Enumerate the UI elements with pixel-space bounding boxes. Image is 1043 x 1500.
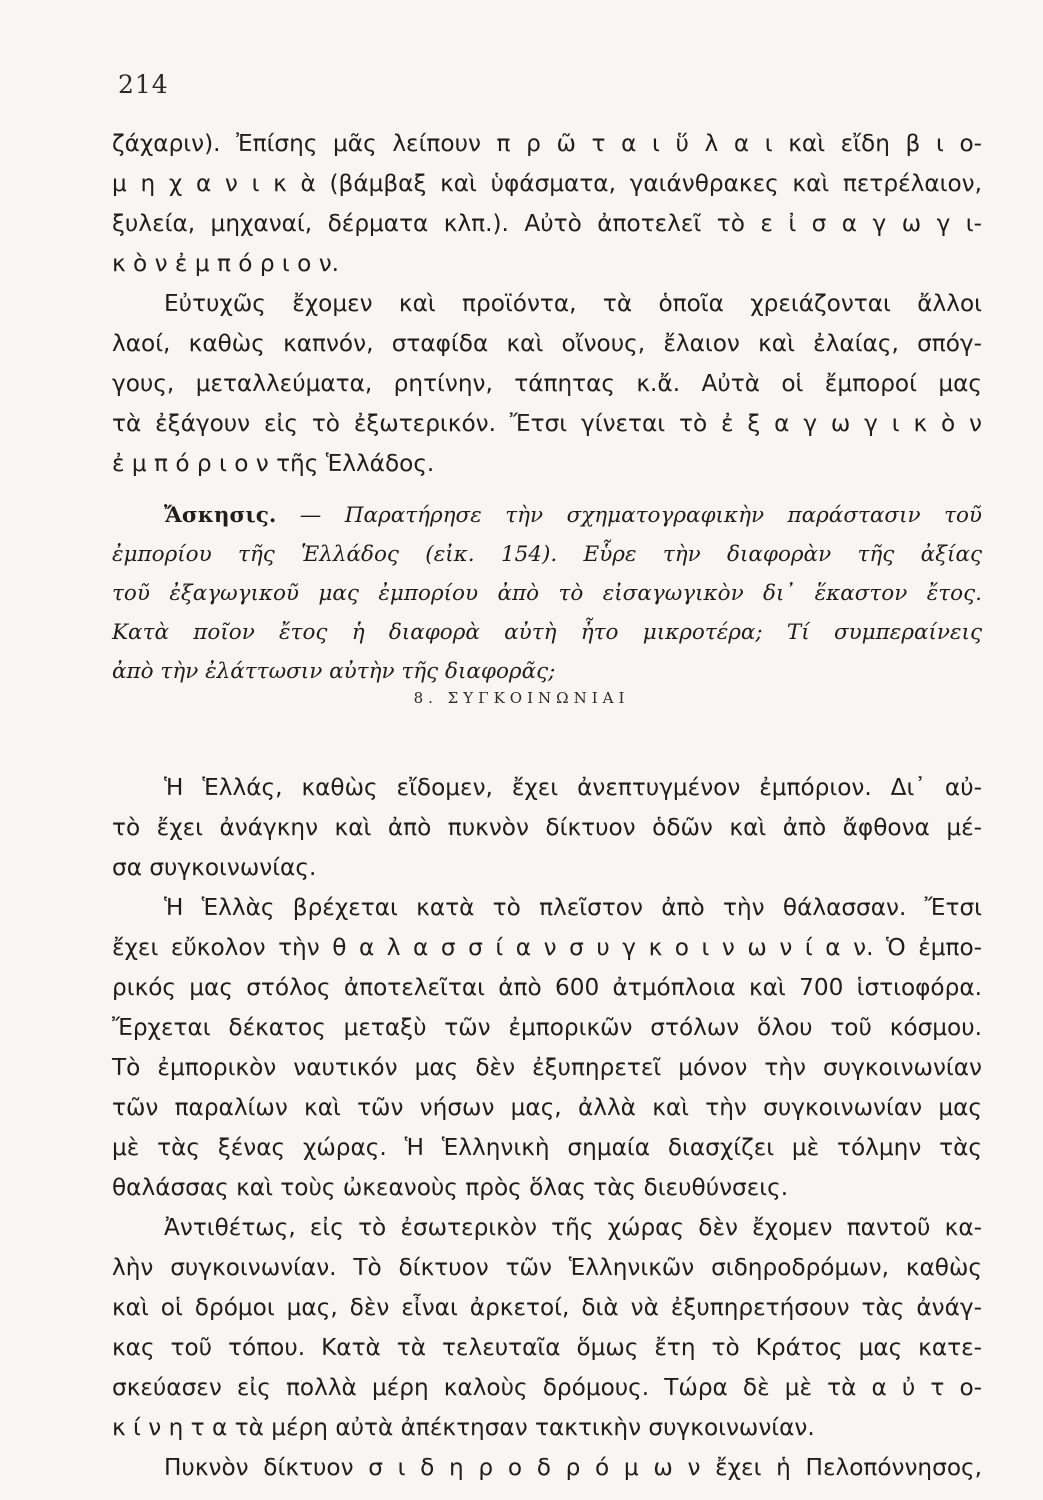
text-line: κ ὸ ν ἐ μ π ό ρ ι ο ν. — [112, 250, 340, 277]
text-line: τὸ ἔχει ἀνάγκην καὶ ἀπὸ πυκνὸν δίκτυον ὁδῶν καὶ ἀπὸ ἄφθονα μέ- — [112, 814, 982, 841]
text-line: ἐ μ π ό ρ ι ο ν τῆς Ἑλλάδος. — [112, 450, 435, 477]
page-number: 214 — [118, 70, 169, 99]
text-line: Ἔρχεται δέκατος μεταξὺ τῶν ἐμπορικῶν στόλων ὅλου τοῦ κόσμου. — [112, 1014, 982, 1041]
exercise-line: τοῦ ἐξαγωγικοῦ μας ἐμπορίου ἀπὸ τὸ εἰσαγωγικὸν δι᾽ ἕκαστον ἔτος. — [112, 581, 982, 606]
text-line: κ ί ν η τ α τὰ μέρη αὐτὰ ἀπέκτησαν τακτικὴν συγκοινωνίαν. — [112, 1414, 815, 1441]
text-line: Ἡ Ἑλλὰς βρέχεται κατὰ τὸ πλεῖστον ἀπὸ τὴν θάλασσαν. Ἔτσι — [164, 894, 982, 921]
text-line: κας τοῦ τόπου. Κατὰ τὰ τελευταῖα ὅμως ἔτη τὸ Κράτος μας κατε- — [112, 1334, 982, 1361]
text-line: Τὸ ἐμπορικὸν ναυτικόν μας δὲν ἐξυπηρετεῖ μόνον τὴν συγκοινωνίαν — [112, 1054, 982, 1081]
text-line: ἔχει εὔκολον τὴν θ α λ α σ σ ί α ν σ υ γ κ ο ι ν ω ν ί α ν. Ὁ ἐμπο- — [112, 934, 982, 961]
text-block-imports-exports — [112, 124, 982, 484]
exercise-text: — Παρατήρησε τὴν σχηματογραφικὴν παράστασιν τοῦ — [276, 503, 982, 528]
exercise-line: ἀπὸ τὴν ἐλάττωσιν αὐτὴν τῆς διαφορᾶς; — [112, 659, 556, 684]
exercise-lead: Ἄσκησις. — [164, 503, 277, 528]
text-line: τῶν παραλίων καὶ τῶν νήσων μας, ἀλλὰ καὶ τὴν συγκοινωνίαν μας — [112, 1094, 982, 1121]
text-line: Εὐτυχῶς ἔχομεν καὶ προϊόντα, τὰ ὁποῖα χρειάζονται ἄλλοι — [164, 290, 982, 317]
text-line: Ἡ Ἑλλάς, καθὼς εἴδομεν, ἔχει ἀνεπτυγμένον ἐμπόριον. Δι᾽ αὐ- — [164, 774, 982, 801]
exercise-line — [112, 496, 982, 535]
exercise-line: Κατὰ ποῖον ἔτος ἡ διαφορὰ αὐτὴ ἦτο μικροτέρα; Τί συμπεραίνεις — [112, 620, 982, 645]
text-line: ξυλεία, μηχαναί, δέρματα κλπ.). Αὐτὸ ἀποτελεῖ τὸ ε ἰ σ α γ ω γ ι- — [112, 210, 982, 237]
text-line: μ η χ α ν ι κ ὰ (βάμβαξ καὶ ὑφάσματα, γαιάνθρακες καὶ πετρέλαιον, — [112, 170, 982, 197]
text-line: Ἀντιθέτως, εἰς τὸ ἐσωτερικὸν τῆς χώρας δὲν ἔχομεν παντοῦ κα- — [164, 1214, 982, 1241]
text-line: καὶ οἱ δρόμοι μας, δὲν εἶναι ἀρκετοί, διὰ νὰ ἐξυπηρετήσουν τὰς ἀνάγ- — [112, 1294, 982, 1321]
section-heading: 8. ΣΥΓΚΟΙΝΩΝΙΑΙ — [413, 689, 630, 707]
text-line: γους, μεταλλεύματα, ρητίνην, τάπητας κ.ἄ. Αὐτὰ οἱ ἔμποροί μας — [112, 370, 982, 397]
text-line: ζάχαριν). Ἐπίσης μᾶς λείπουν π ρ ῶ τ α ι ὕ λ α ι καὶ εἴδη β ι ο- — [112, 130, 982, 157]
text-line: μὲ τὰς ξένας χώρας. Ἡ Ἑλληνικὴ σημαία διασχίζει μὲ τόλμην τὰς — [112, 1134, 982, 1161]
text-line: λὴν συγκοινωνίαν. Τὸ δίκτυον τῶν Ἑλληνικῶν σιδηροδρόμων, καθὼς — [112, 1254, 982, 1281]
text-line: Πυκνὸν δίκτυον σ ι δ η ρ ο δ ρ ό μ ω ν ἔχει ἡ Πελοπόννησος, — [164, 1454, 982, 1481]
text-line: θαλάσσας καὶ τοὺς ὠκεανοὺς πρὸς ὅλας τὰς διευθύνσεις. — [112, 1174, 789, 1201]
exercise-line: ἐμπορίου τῆς Ἑλλάδος (εἰκ. 154). Εὗρε τὴν διαφορὰν τῆς ἀξίας — [112, 542, 982, 567]
text-line: λαοί, καθὼς καπνόν, σταφίδα καὶ οἴνους, ἔλαιον καὶ ἐλαίας, σπόγ- — [112, 330, 982, 357]
text-line: ρικός μας στόλος ἀποτελεῖται ἀπὸ 600 ἀτμόπλοια καὶ 700 ἱστιοφόρα. — [112, 974, 982, 1001]
text-line: σκεύασεν εἰς πολλὰ μέρη καλοὺς δρόμους. Τώρα δὲ μὲ τὰ α ὐ τ ο- — [112, 1374, 982, 1401]
text-line: σα συγκοινωνίας. — [112, 854, 317, 881]
text-block-communications — [112, 768, 982, 1488]
text-line: τὰ ἐξάγουν εἰς τὸ ἐξωτερικόν. Ἔτσι γίνεται τὸ ἐ ξ α γ ω γ ι κ ὸ ν — [112, 410, 982, 437]
exercise-block — [112, 496, 982, 691]
